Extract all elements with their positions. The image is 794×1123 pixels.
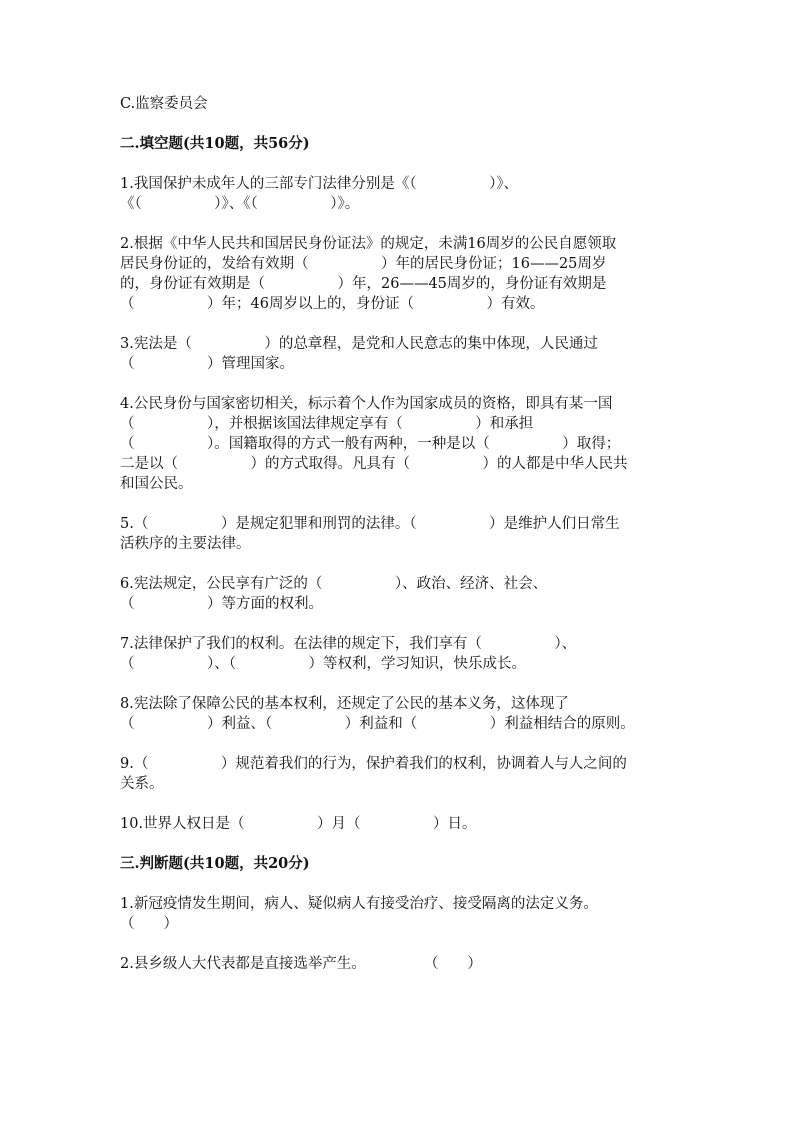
question-line: 7.法律保护了我们的权利。在法律的规定下，我们享有（ ）、 [120, 636, 577, 652]
question-line: 《（ ）》、《（ ）》。 [120, 196, 360, 212]
question-line: （ ）年；46周岁以上的，身份证（ ）有效。 [120, 296, 545, 312]
question-fill-9 [120, 754, 680, 794]
question-line: （ ）、（ ）等权利，学习知识，快乐成长。 [120, 656, 526, 672]
section-title: 三.判断题(共10题，共20分) [120, 855, 310, 872]
question-line: 6.宪法规定，公民享有广泛的（ ）、政治、经济、社会、 [120, 576, 548, 592]
question-line: 9.（ ）规范着我们的行为，保护着我们的权利，协调着人与人之间的 [120, 756, 627, 772]
question-fill-8 [120, 694, 680, 734]
option-text: C.监察委员会 [120, 96, 208, 112]
question-fill-3 [120, 334, 680, 374]
option-c [120, 94, 680, 114]
question-fill-5 [120, 514, 680, 554]
question-fill-7 [120, 634, 680, 674]
question-fill-10 [120, 814, 680, 834]
question-line: 居民身份证的，发给有效期（ ）年的居民身份证；16——25周岁 [120, 256, 607, 272]
question-line: 2.县乡级人大代表都是直接选举产生。 （ ） [120, 956, 482, 972]
question-judge-1 [120, 894, 680, 934]
section-heading-true-false [120, 854, 680, 874]
question-line: 8.宪法除了保障公民的基本权利，还规定了公民的基本义务，这体现了 [120, 696, 569, 712]
question-fill-4 [120, 394, 680, 494]
question-line: 1.新冠疫情发生期间，病人、疑似病人有接受治疗、接受隔离的法定义务。 [120, 896, 598, 912]
question-judge-2 [120, 954, 680, 974]
section-heading-fill-in [120, 134, 680, 154]
question-line: （ ） [120, 916, 178, 932]
question-line: （ ）等方面的权利。 [120, 596, 323, 612]
question-line: 5.（ ）是规定犯罪和刑罚的法律。（ ）是维护人们日常生 [120, 516, 620, 532]
question-line: 二是以（ ）的方式取得。凡具有（ ）的人都是中华人民共 [120, 456, 628, 472]
question-line: （ ）。国籍取得的方式一般有两种，一种是以（ ）取得； [120, 436, 621, 452]
question-fill-1 [120, 174, 680, 214]
question-line: 和国公民。 [120, 476, 193, 492]
question-line: 关系。 [120, 776, 164, 792]
question-fill-2 [120, 234, 680, 314]
question-line: 3.宪法是（ ）的总章程，是党和人民意志的集中体现，人民通过 [120, 336, 598, 352]
question-line: 2.根据《中华人民共和国居民身份证法》的规定，未满16周岁的公民自愿领取 [120, 236, 617, 252]
section-title: 二.填空题(共10题，共56分) [120, 135, 310, 152]
question-line: （ ）管理国家。 [120, 356, 294, 372]
question-line: 4.公民身份与国家密切相关，标示着个人作为国家成员的资格，即具有某一国 [120, 396, 613, 412]
question-line: （ ）利益、（ ）利益和（ ）利益相结合的原则。 [120, 716, 635, 732]
question-line: 活秩序的主要法律。 [120, 536, 251, 552]
question-line: 1.我国保护未成年人的三部专门法律分别是《（ ）》、 [120, 176, 519, 192]
question-line: 10.世界人权日是（ ）月（ ）日。 [120, 816, 477, 832]
question-fill-6 [120, 574, 680, 614]
exam-page [120, 94, 680, 994]
question-line: （ ），并根据该国法律规定享有（ ）和承担 [120, 416, 534, 432]
question-line: 的，身份证有效期是（ ）年，26——45周岁的，身份证有效期是 [120, 276, 607, 292]
